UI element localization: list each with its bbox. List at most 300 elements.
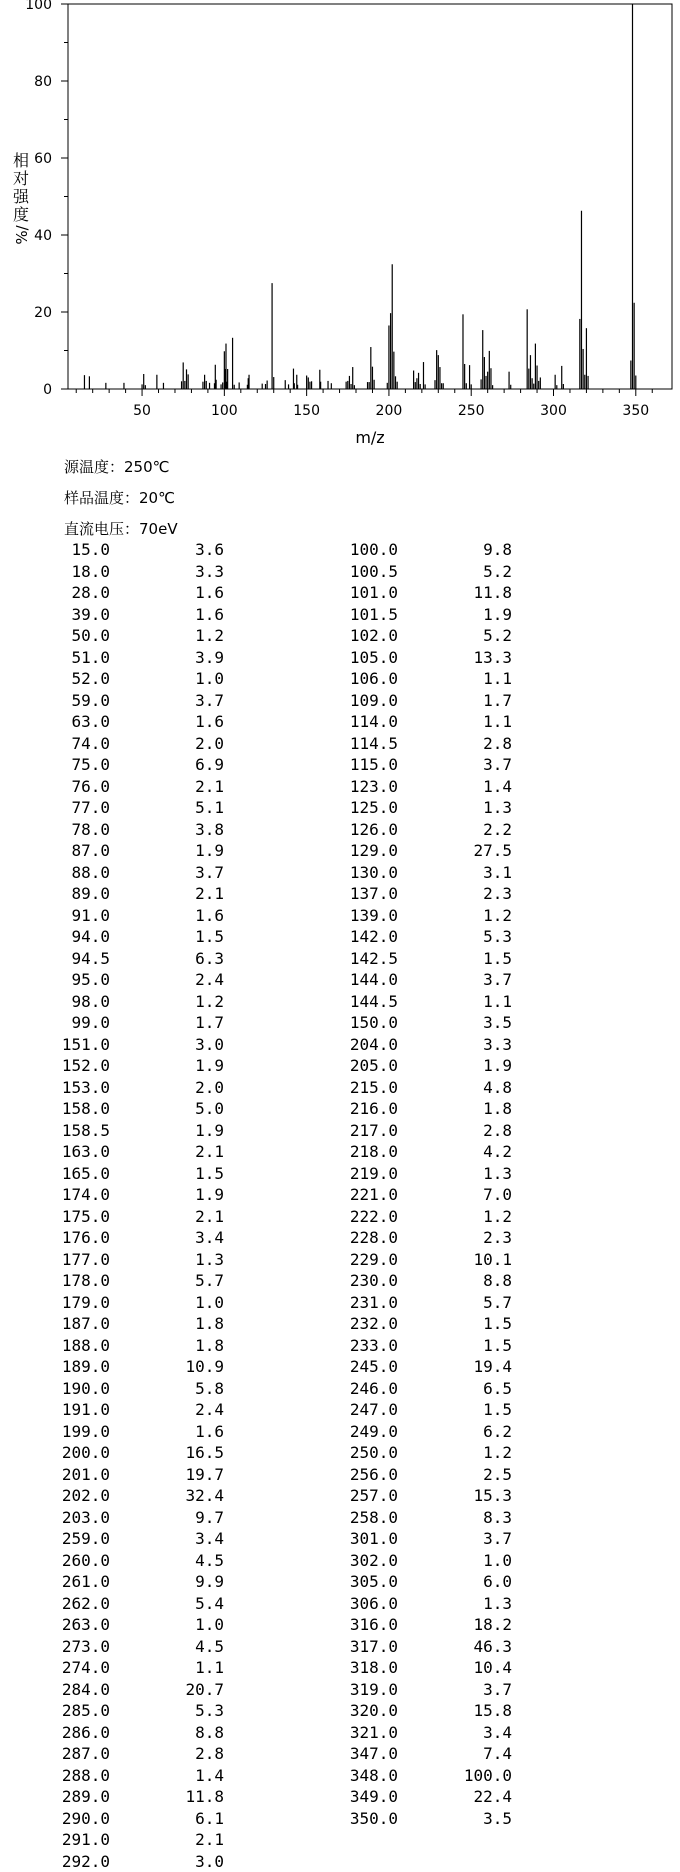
peak-intensity: 100.0 (464, 1765, 512, 1787)
peak-mz: 150.0 (350, 1012, 398, 1034)
peak-row (0, 647, 260, 669)
peak-mz: 158.0 (62, 1098, 110, 1120)
peak-row (0, 840, 260, 862)
peak-row (0, 754, 260, 776)
peak-row (0, 1120, 260, 1142)
peak-intensity: 5.8 (195, 1378, 224, 1400)
dc-voltage: 直流电压：70eV (64, 520, 178, 538)
x-tick-label: 300 (540, 403, 567, 419)
peak-row (288, 1356, 548, 1378)
x-tick-label: 50 (133, 403, 151, 419)
peak-mz: 257.0 (350, 1485, 398, 1507)
peak-row (288, 1077, 548, 1099)
peak-intensity: 1.8 (483, 1098, 512, 1120)
peak-mz: 163.0 (62, 1141, 110, 1163)
peak-intensity: 1.9 (195, 1184, 224, 1206)
peak-mz: 175.0 (62, 1206, 110, 1228)
peak-intensity: 1.8 (195, 1313, 224, 1335)
peak-intensity: 11.8 (473, 582, 512, 604)
peak-mz: 249.0 (350, 1421, 398, 1443)
peak-mz: 319.0 (350, 1679, 398, 1701)
peak-row (0, 797, 260, 819)
peak-row (0, 1378, 260, 1400)
peak-row (288, 1249, 548, 1271)
peak-intensity: 3.3 (195, 561, 224, 583)
peak-intensity: 5.2 (483, 561, 512, 583)
peak-intensity: 2.4 (195, 969, 224, 991)
peak-row (288, 1098, 548, 1120)
peak-intensity: 3.0 (195, 1034, 224, 1056)
peak-mz: 200.0 (62, 1442, 110, 1464)
peak-row (0, 1786, 260, 1808)
peak-row (288, 1399, 548, 1421)
peak-row (0, 969, 260, 991)
peak-mz: 139.0 (350, 905, 398, 927)
mass-spectrum-chart (0, 0, 680, 450)
peak-intensity: 1.9 (483, 1055, 512, 1077)
peak-mz: 221.0 (350, 1184, 398, 1206)
peak-row (288, 668, 548, 690)
peak-mz: 188.0 (62, 1335, 110, 1357)
peak-mz: 28.0 (71, 582, 110, 604)
peak-mz: 250.0 (350, 1442, 398, 1464)
peak-intensity: 20.7 (185, 1679, 224, 1701)
peak-row (0, 1550, 260, 1572)
peak-mz: 98.0 (71, 991, 110, 1013)
peak-row (0, 561, 260, 583)
peak-row (288, 776, 548, 798)
peak-row (0, 1614, 260, 1636)
peak-mz: 217.0 (350, 1120, 398, 1142)
peak-row (0, 1077, 260, 1099)
peak-row (0, 1098, 260, 1120)
peak-intensity: 5.3 (195, 1700, 224, 1722)
peak-row (288, 1464, 548, 1486)
peak-intensity: 4.8 (483, 1077, 512, 1099)
y-axis-unit: %/ (13, 224, 31, 244)
peak-mz: 100.0 (350, 539, 398, 561)
peak-row (288, 819, 548, 841)
peak-mz: 201.0 (62, 1464, 110, 1486)
spectrum-peaks (84, 4, 635, 389)
peak-mz: 100.5 (350, 561, 398, 583)
peak-row (288, 582, 548, 604)
peak-intensity: 8.3 (483, 1507, 512, 1529)
peak-row (0, 1012, 260, 1034)
peak-row (288, 1571, 548, 1593)
peak-intensity: 1.3 (483, 1163, 512, 1185)
peak-mz: 95.0 (71, 969, 110, 991)
peak-row (0, 819, 260, 841)
peak-row (0, 1227, 260, 1249)
peak-row (288, 1786, 548, 1808)
peak-mz: 109.0 (350, 690, 398, 712)
peak-mz: 205.0 (350, 1055, 398, 1077)
peak-intensity: 3.8 (195, 819, 224, 841)
peak-row (0, 1829, 260, 1851)
peak-mz: 152.0 (62, 1055, 110, 1077)
peak-row (288, 539, 548, 561)
peak-intensity: 6.9 (195, 754, 224, 776)
peak-intensity: 3.4 (483, 1722, 512, 1744)
peak-intensity: 5.1 (195, 797, 224, 819)
peak-intensity: 1.1 (483, 668, 512, 690)
peak-row (0, 1442, 260, 1464)
peak-mz: 262.0 (62, 1593, 110, 1615)
peak-mz: 78.0 (71, 819, 110, 841)
peak-mz: 114.5 (350, 733, 398, 755)
peak-intensity: 3.1 (483, 862, 512, 884)
peak-mz: 142.5 (350, 948, 398, 970)
peak-intensity: 3.5 (483, 1012, 512, 1034)
peak-mz: 39.0 (71, 604, 110, 626)
peak-intensity: 8.8 (483, 1270, 512, 1292)
peak-row (288, 797, 548, 819)
peak-mz: 274.0 (62, 1657, 110, 1679)
peak-mz: 153.0 (62, 1077, 110, 1099)
peak-mz: 187.0 (62, 1313, 110, 1335)
peak-mz: 290.0 (62, 1808, 110, 1830)
peak-intensity: 1.6 (195, 582, 224, 604)
peak-mz: 52.0 (71, 668, 110, 690)
peak-row (0, 1163, 260, 1185)
peak-intensity: 4.5 (195, 1550, 224, 1572)
peak-mz: 50.0 (71, 625, 110, 647)
peak-mz: 321.0 (350, 1722, 398, 1744)
peak-intensity: 2.3 (483, 883, 512, 905)
peak-mz: 292.0 (62, 1851, 110, 1872)
peak-row (288, 1378, 548, 1400)
peak-row (288, 1765, 548, 1787)
peak-row (0, 862, 260, 884)
peak-mz: 320.0 (350, 1700, 398, 1722)
peak-row (288, 1120, 548, 1142)
peak-intensity: 6.1 (195, 1808, 224, 1830)
peak-mz: 301.0 (350, 1528, 398, 1550)
x-axis-label: m/z (355, 428, 384, 447)
peak-row (0, 625, 260, 647)
peak-mz: 126.0 (350, 819, 398, 841)
source-temperature: 源温度：250℃ (64, 458, 169, 476)
peak-row (288, 647, 548, 669)
peak-mz: 286.0 (62, 1722, 110, 1744)
peak-mz: 348.0 (350, 1765, 398, 1787)
peak-intensity: 2.8 (483, 733, 512, 755)
peak-mz: 130.0 (350, 862, 398, 884)
peak-intensity: 1.3 (483, 797, 512, 819)
peak-row (0, 582, 260, 604)
peak-intensity: 1.1 (483, 711, 512, 733)
peak-row (288, 1184, 548, 1206)
peak-mz: 216.0 (350, 1098, 398, 1120)
peak-mz: 75.0 (71, 754, 110, 776)
peak-intensity: 3.4 (195, 1227, 224, 1249)
peak-mz: 199.0 (62, 1421, 110, 1443)
peak-intensity: 13.3 (473, 647, 512, 669)
peak-intensity: 1.5 (483, 1335, 512, 1357)
axis-labels (13, 0, 649, 447)
peak-mz: 317.0 (350, 1636, 398, 1658)
peak-row (288, 883, 548, 905)
peak-mz: 177.0 (62, 1249, 110, 1271)
peak-row (0, 1657, 260, 1679)
peak-intensity: 18.2 (473, 1614, 512, 1636)
peak-intensity: 5.3 (483, 926, 512, 948)
peak-intensity: 2.1 (195, 1829, 224, 1851)
peak-mz: 318.0 (350, 1657, 398, 1679)
peak-row (0, 733, 260, 755)
peak-intensity: 6.0 (483, 1571, 512, 1593)
peak-intensity: 7.0 (483, 1184, 512, 1206)
peak-mz: 349.0 (350, 1786, 398, 1808)
peak-mz: 114.0 (350, 711, 398, 733)
peak-intensity: 1.4 (195, 1765, 224, 1787)
peak-mz: 151.0 (62, 1034, 110, 1056)
peak-intensity: 3.0 (195, 1851, 224, 1872)
peak-row (0, 1636, 260, 1658)
peak-row (288, 1034, 548, 1056)
peak-mz: 165.0 (62, 1163, 110, 1185)
peak-mz: 284.0 (62, 1679, 110, 1701)
y-axis-label-char: 相 (13, 151, 29, 170)
peak-intensity: 10.4 (473, 1657, 512, 1679)
peak-mz: 129.0 (350, 840, 398, 862)
peak-mz: 76.0 (71, 776, 110, 798)
peak-row (288, 1679, 548, 1701)
sample-temperature: 样品温度：20℃ (64, 489, 175, 507)
peak-intensity: 22.4 (473, 1786, 512, 1808)
peak-mz: 179.0 (62, 1292, 110, 1314)
peak-row (288, 711, 548, 733)
peak-intensity: 27.5 (473, 840, 512, 862)
peak-mz: 158.5 (62, 1120, 110, 1142)
peak-intensity: 2.3 (483, 1227, 512, 1249)
peak-mz: 219.0 (350, 1163, 398, 1185)
peak-intensity: 1.8 (195, 1335, 224, 1357)
peak-row (288, 1141, 548, 1163)
peak-mz: 203.0 (62, 1507, 110, 1529)
peak-intensity: 3.6 (195, 539, 224, 561)
peak-intensity: 10.9 (185, 1356, 224, 1378)
peak-row (288, 1270, 548, 1292)
peak-intensity: 11.8 (185, 1786, 224, 1808)
peak-intensity: 19.4 (473, 1356, 512, 1378)
peak-row (288, 754, 548, 776)
peak-intensity: 19.7 (185, 1464, 224, 1486)
x-tick-label: 100 (211, 403, 238, 419)
peak-intensity: 3.5 (483, 1808, 512, 1830)
peak-mz: 302.0 (350, 1550, 398, 1572)
peak-row (0, 1722, 260, 1744)
peak-mz: 222.0 (350, 1206, 398, 1228)
y-tick-label: 60 (34, 151, 52, 167)
peak-row (288, 1163, 548, 1185)
peak-row (0, 539, 260, 561)
y-tick-label: 40 (34, 228, 52, 244)
peak-intensity: 1.1 (195, 1657, 224, 1679)
peak-intensity: 5.2 (483, 625, 512, 647)
peak-mz: 101.5 (350, 604, 398, 626)
peak-row (288, 905, 548, 927)
peak-row (288, 1421, 548, 1443)
peak-intensity: 1.2 (483, 905, 512, 927)
peak-mz: 289.0 (62, 1786, 110, 1808)
peak-row (0, 1034, 260, 1056)
peak-mz: 174.0 (62, 1184, 110, 1206)
peak-mz: 350.0 (350, 1808, 398, 1830)
peak-mz: 51.0 (71, 647, 110, 669)
peak-intensity: 3.3 (483, 1034, 512, 1056)
peak-intensity: 2.1 (195, 776, 224, 798)
peak-mz: 230.0 (350, 1270, 398, 1292)
peak-intensity: 1.0 (195, 668, 224, 690)
peak-row (0, 1313, 260, 1335)
peak-row (0, 776, 260, 798)
peak-mz: 258.0 (350, 1507, 398, 1529)
peak-row (288, 1722, 548, 1744)
peak-row (0, 1270, 260, 1292)
peak-mz: 105.0 (350, 647, 398, 669)
peak-row (0, 1292, 260, 1314)
peak-row (288, 1012, 548, 1034)
peak-row (0, 1206, 260, 1228)
peak-row (0, 926, 260, 948)
peak-mz: 263.0 (62, 1614, 110, 1636)
peak-intensity: 2.5 (483, 1464, 512, 1486)
peak-row (288, 1292, 548, 1314)
peak-intensity: 46.3 (473, 1636, 512, 1658)
x-tick-label: 250 (458, 403, 485, 419)
peak-intensity: 3.9 (195, 647, 224, 669)
peak-intensity: 15.8 (473, 1700, 512, 1722)
peak-row (0, 1528, 260, 1550)
peak-intensity: 5.4 (195, 1593, 224, 1615)
peak-intensity: 2.2 (483, 819, 512, 841)
peak-intensity: 1.5 (195, 1163, 224, 1185)
peak-mz: 91.0 (71, 905, 110, 927)
peak-intensity: 1.6 (195, 604, 224, 626)
peak-intensity: 9.8 (483, 539, 512, 561)
y-tick-label: 80 (34, 74, 52, 90)
peak-intensity: 1.9 (483, 604, 512, 626)
peak-intensity: 4.2 (483, 1141, 512, 1163)
peak-row (0, 1335, 260, 1357)
x-tick-label: 350 (622, 403, 649, 419)
peak-mz: 102.0 (350, 625, 398, 647)
peak-intensity: 1.0 (195, 1614, 224, 1636)
peak-intensity: 3.7 (195, 690, 224, 712)
peak-intensity: 2.1 (195, 883, 224, 905)
peak-intensity: 1.0 (483, 1550, 512, 1572)
peak-mz: 125.0 (350, 797, 398, 819)
peak-mz: 246.0 (350, 1378, 398, 1400)
peak-mz: 233.0 (350, 1335, 398, 1357)
peak-intensity: 6.5 (483, 1378, 512, 1400)
peak-row (288, 1657, 548, 1679)
peak-row (288, 1614, 548, 1636)
y-axis-label-char: 强 (13, 187, 30, 206)
peak-intensity: 1.0 (195, 1292, 224, 1314)
peak-intensity: 3.7 (195, 862, 224, 884)
peak-mz: 59.0 (71, 690, 110, 712)
peak-row (288, 948, 548, 970)
peak-mz: 291.0 (62, 1829, 110, 1851)
peak-row (288, 1636, 548, 1658)
peak-mz: 202.0 (62, 1485, 110, 1507)
peak-intensity: 6.2 (483, 1421, 512, 1443)
peak-mz: 229.0 (350, 1249, 398, 1271)
peak-intensity: 10.1 (473, 1249, 512, 1271)
peak-row (0, 1593, 260, 1615)
peak-intensity: 1.7 (483, 690, 512, 712)
peak-mz: 306.0 (350, 1593, 398, 1615)
peak-mz: 94.5 (71, 948, 110, 970)
peak-intensity: 3.7 (483, 754, 512, 776)
peak-row (0, 711, 260, 733)
peak-intensity: 1.9 (195, 1120, 224, 1142)
peak-intensity: 1.5 (195, 926, 224, 948)
peak-intensity: 2.1 (195, 1206, 224, 1228)
y-tick-label: 0 (43, 382, 52, 398)
peak-mz: 101.0 (350, 582, 398, 604)
peak-mz: 247.0 (350, 1399, 398, 1421)
x-tick-label: 150 (293, 403, 320, 419)
peak-row (288, 1700, 548, 1722)
peak-mz: 228.0 (350, 1227, 398, 1249)
peak-mz: 18.0 (71, 561, 110, 583)
peak-intensity: 1.6 (195, 711, 224, 733)
peak-row (0, 1507, 260, 1529)
peak-row (288, 991, 548, 1013)
peak-mz: 115.0 (350, 754, 398, 776)
peak-mz: 285.0 (62, 1700, 110, 1722)
peak-intensity: 1.3 (195, 1249, 224, 1271)
peak-mz: 88.0 (71, 862, 110, 884)
peak-mz: 87.0 (71, 840, 110, 862)
peak-row (0, 1808, 260, 1830)
peak-intensity: 1.5 (483, 1399, 512, 1421)
peak-mz: 256.0 (350, 1464, 398, 1486)
peak-intensity: 4.5 (195, 1636, 224, 1658)
peak-row (288, 625, 548, 647)
peak-mz: 347.0 (350, 1743, 398, 1765)
peak-intensity: 1.1 (483, 991, 512, 1013)
peak-intensity: 1.7 (195, 1012, 224, 1034)
peak-intensity: 1.2 (195, 625, 224, 647)
peak-mz: 137.0 (350, 883, 398, 905)
peak-intensity: 2.0 (195, 733, 224, 755)
peak-row (288, 1227, 548, 1249)
peak-mz: 189.0 (62, 1356, 110, 1378)
peak-intensity: 1.2 (195, 991, 224, 1013)
peak-intensity: 2.4 (195, 1399, 224, 1421)
peak-row (0, 1765, 260, 1787)
peak-intensity: 3.7 (483, 1679, 512, 1701)
peak-mz: 305.0 (350, 1571, 398, 1593)
peak-mz: 287.0 (62, 1743, 110, 1765)
peak-mz: 142.0 (350, 926, 398, 948)
peak-intensity: 2.8 (195, 1743, 224, 1765)
peak-row (288, 862, 548, 884)
peak-intensity: 3.7 (483, 969, 512, 991)
peak-mz: 99.0 (71, 1012, 110, 1034)
peak-row (0, 1679, 260, 1701)
peak-row (0, 1421, 260, 1443)
peak-mz: 245.0 (350, 1356, 398, 1378)
peak-mz: 273.0 (62, 1636, 110, 1658)
y-axis-label-char: 度 (13, 205, 29, 224)
peak-intensity: 1.2 (483, 1442, 512, 1464)
